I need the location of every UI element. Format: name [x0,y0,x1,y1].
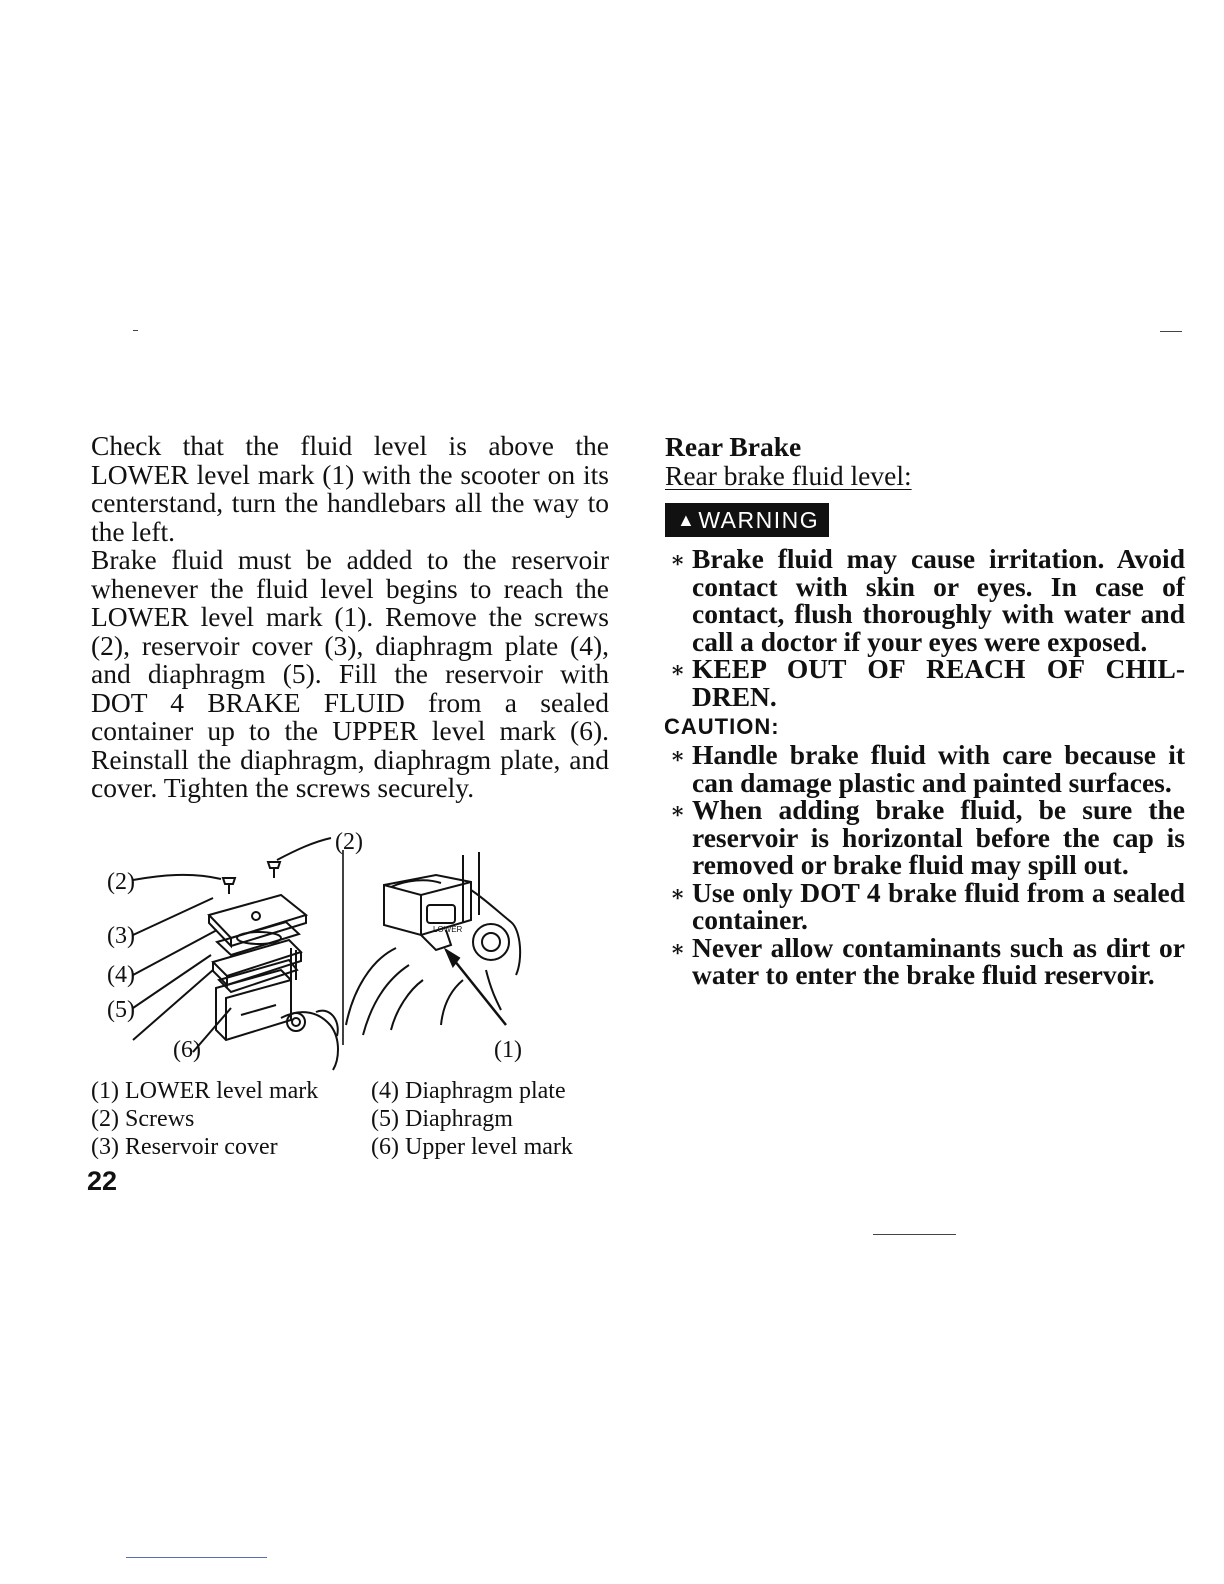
callout-2-left: (2) [107,869,135,895]
print-mark [873,1234,956,1235]
warning-badge [665,503,829,537]
list-item-text: Use only DOT 4 brake fluid from a sealed container. [692,876,1185,935]
list-item [665,876,1185,935]
callout-4: (4) [107,962,135,988]
legend-item [371,1133,573,1161]
asterisk-bullet-icon: ∗ [670,743,686,768]
section-title: Rear Brake [665,431,802,462]
right-column [665,432,1185,989]
lower-stamp-label: LOWER [433,925,463,934]
caution-list [665,741,1185,989]
list-item-text: Handle brake fluid with care because it can damage plastic and painted surfaces. [692,739,1185,798]
asterisk-bullet-icon: ∗ [670,935,686,961]
instruction-paragraph: Brake fluid must be added to the reservoir whenever the fluid level begins to reach the LOWER level mark (1). Remove the screws (2), reservoir cover (3), diaphragm plate (4), and diaphragm (5). Fill the reservoir with DOT 4 BRAKE FLUID from a sealed container up to the UPPER level mark (6). Reinstall the diaphragm, diaphragm plate, and cover. Tighten the screws securely. [91,544,609,803]
legend-item [371,1077,566,1105]
reservoir-illustration [91,830,611,1075]
left-column [91,432,609,803]
warning-list [665,545,1185,710]
list-item [665,741,1185,796]
legend-num: (6) [371,1134,399,1160]
asterisk-bullet-icon: ∗ [670,657,686,682]
list-item-text: KEEP OUT OF REACH OF CHIL-DREN. [692,653,1185,712]
list-item [665,931,1185,990]
legend-num: (5) [371,1106,399,1132]
legend-label: Screws [124,1106,195,1132]
list-item-text: When adding brake fluid, be sure the reservoir is horizontal before the cap is removed or brake fluid may spill out. [692,794,1185,880]
legend-num: (1) [91,1078,119,1104]
subsection-heading: Rear brake fluid level: [665,460,912,491]
legend-label: Diaphragm plate [404,1078,566,1104]
warning-triangle-icon: ▲ [677,509,697,530]
legend-num: (2) [91,1106,119,1132]
legend-item [371,1105,513,1133]
list-item [665,545,1185,655]
callout-5: (5) [107,997,135,1023]
asterisk-bullet-icon: ∗ [670,880,686,906]
warning-label: WARNING [698,506,820,533]
print-mark [126,1557,267,1558]
legend-label: Diaphragm [404,1106,513,1132]
print-mark [133,330,138,331]
asterisk-bullet-icon: ∗ [670,798,686,823]
legend-label: Upper level mark [404,1134,573,1160]
list-item-text: Brake fluid may cause irritation. Avoid contact with skin or eyes. In case of contact, flush thoroughly with water and call a doctor if your eyes were exposed. [692,543,1185,657]
legend-item [91,1077,318,1105]
callout-3: (3) [107,923,135,949]
legend-label: LOWER level mark [124,1078,319,1104]
caution-label: CAUTION: [664,714,780,739]
callout-2-top: (2) [335,829,363,855]
page-number: 22 [87,1166,118,1196]
legend-item [91,1105,194,1133]
print-mark [1160,331,1182,332]
list-item [665,796,1185,879]
reservoir-diagram [91,830,611,1075]
legend-num: (3) [91,1134,119,1160]
list-item-text: Never allow contaminants such as dirt or water to enter the brake fluid reservoir. [692,931,1185,990]
intro-paragraph: Check that the fluid level is above the LOWER level mark (1) with the scooter on its centerstand, turn the handlebars all the way to the left. [91,430,609,547]
callout-6: (6) [173,1037,201,1063]
callout-1: (1) [494,1037,522,1063]
legend-label: Reservoir cover [124,1134,278,1160]
list-item [665,655,1185,710]
legend-item [91,1133,278,1161]
asterisk-bullet-icon: ∗ [670,547,686,572]
legend-num: (4) [371,1078,399,1104]
